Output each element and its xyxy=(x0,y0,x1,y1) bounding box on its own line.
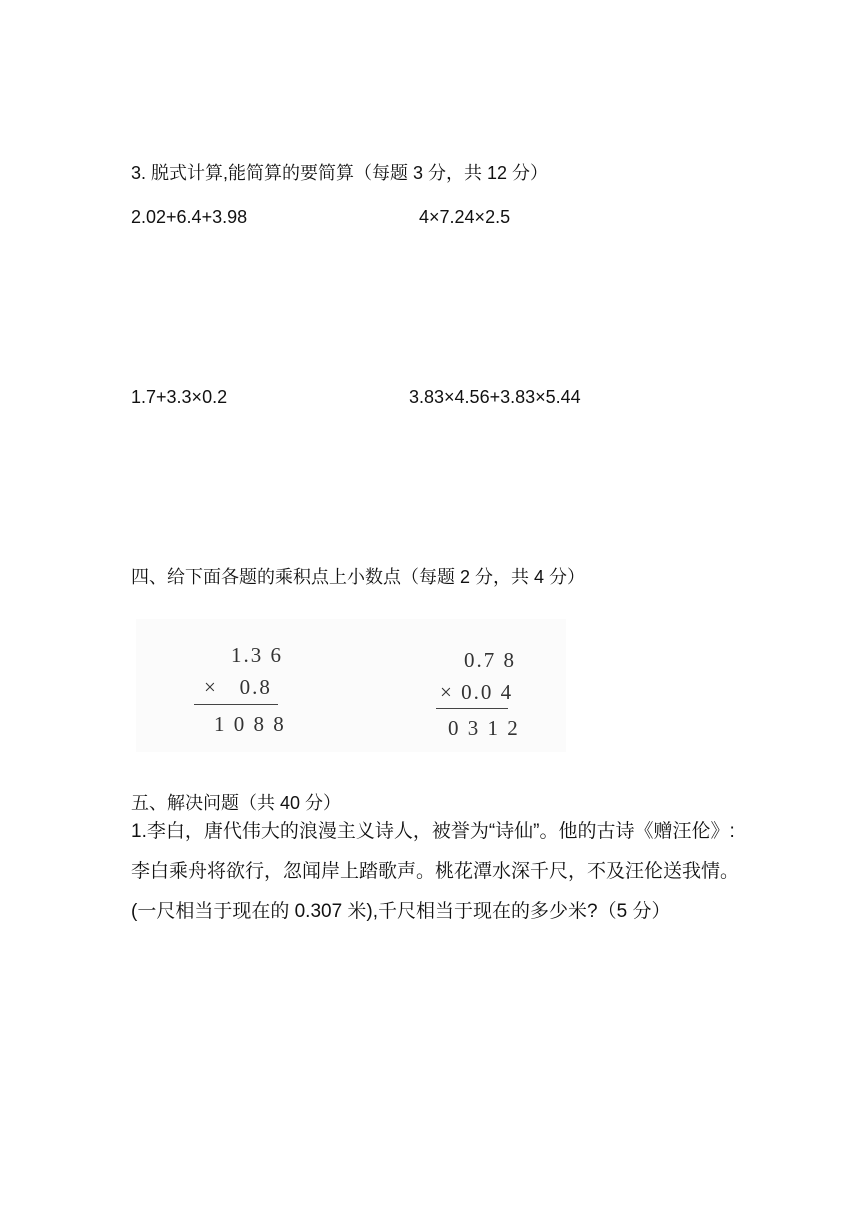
right-product: 0 3 1 2 xyxy=(448,716,520,740)
section-3-heading: 3. 脱式计算,能简算的要简算（每题 3 分，共 12 分） xyxy=(131,163,549,183)
problem-1-text: 1.李白，唐代伟大的浪漫主义诗人，被誉为“诗仙”。他的古诗《赠汪伦》:李白乘舟将欲行，忽闻岸上踏歌声。桃花潭水深千尺，不及汪伦送我情。(一尺相当于现在的 0.307 米),千尺相当于现在的多少米?（5 分） xyxy=(131,821,740,922)
left-rule xyxy=(194,704,278,705)
section-5-heading: 五、解决问题（共 40 分） xyxy=(131,793,342,813)
calc-problem-1: 2.02+6.4+3.98 xyxy=(131,207,248,227)
calc-problem-4: 3.83×4.56+3.83×5.44 xyxy=(409,387,581,407)
left-multiplicand: 1.3 6 xyxy=(231,643,283,667)
multiplication-figure xyxy=(136,619,566,752)
left-multiplier: × 0.8 xyxy=(204,675,272,699)
right-multiplicand: 0.7 8 xyxy=(464,648,516,672)
right-rule xyxy=(436,708,508,709)
left-product: 1 0 8 8 xyxy=(214,712,286,736)
section-4-heading: 四、给下面各题的乘积点上小数点（每题 2 分，共 4 分） xyxy=(131,567,586,587)
calc-problem-3: 1.7+3.3×0.2 xyxy=(131,387,228,407)
calc-problem-2: 4×7.24×2.5 xyxy=(419,207,511,227)
right-multiplier: × 0.0 4 xyxy=(440,680,514,704)
